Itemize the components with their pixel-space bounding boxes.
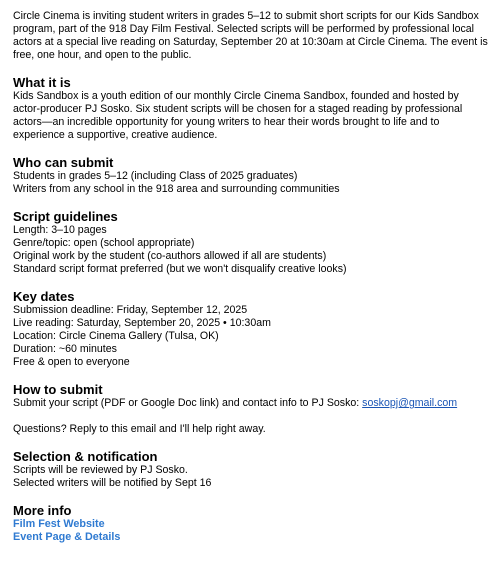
submit-heading: How to submit — [13, 382, 103, 397]
spacer — [13, 410, 488, 423]
section-key-dates — [13, 289, 488, 369]
section-how-to-submit — [13, 382, 488, 436]
selection-line: Selected writers will be notified by Sept 16 — [13, 477, 212, 489]
section-more-info — [13, 503, 488, 544]
date-line: Submission deadline: Friday, September 12, 2025 — [13, 304, 248, 316]
who-heading: Who can submit — [13, 155, 114, 170]
guideline-line: Length: 3–10 pages — [13, 224, 107, 236]
what-body: Kids Sandbox is a youth edition of our monthly Circle Cinema Sandbox, founded and hosted by actor-producer PJ Sosko. Six student scripts will be chosen for a staged reading by professional actors—an incredible opportunity for young writers to hear their words brought to life and to experience a supportive, creative audience. — [13, 90, 463, 141]
film-fest-website-link[interactable]: Film Fest Website — [13, 518, 105, 530]
section-what-it-is — [13, 75, 488, 142]
selection-heading: Selection & notification — [13, 449, 158, 464]
email-link[interactable]: soskopj@gmail.com — [362, 397, 458, 409]
event-page-link[interactable]: Event Page & Details — [13, 531, 121, 543]
submit-line — [13, 397, 488, 410]
selection-line: Scripts will be reviewed by PJ Sosko. — [13, 464, 188, 476]
date-line: Live reading: Saturday, September 20, 2025 • 10:30am — [13, 317, 271, 329]
questions-line: Questions? Reply to this email and I'll help right away. — [13, 423, 266, 435]
date-line: Duration: ~60 minutes — [13, 343, 117, 355]
who-line: Writers from any school in the 918 area and surrounding communities — [13, 183, 340, 195]
what-heading: What it is — [13, 75, 71, 90]
guideline-line: Original work by the student (co-authors allowed if all are students) — [13, 250, 327, 262]
intro-paragraph: Circle Cinema is inviting student writers in grades 5–12 to submit short scripts for our Kids Sandbox program, part of the 918 Day Film Festival. Selected scripts will be performed by professional local actors at a special live reading on Saturday, September 20 at 10:30am at Circle Cinema. The event is free, one hour, and open to the public. — [13, 10, 488, 61]
guidelines-heading: Script guidelines — [13, 209, 118, 224]
who-line: Students in grades 5–12 (including Class of 2025 graduates) — [13, 170, 298, 182]
section-selection — [13, 449, 488, 490]
guideline-line: Genre/topic: open (school appropriate) — [13, 237, 195, 249]
submit-text: Submit your script (PDF or Google Doc link) and contact info to PJ Sosko: — [13, 397, 363, 409]
section-script-guidelines — [13, 209, 488, 276]
more-heading: More info — [13, 503, 72, 518]
dates-heading: Key dates — [13, 289, 75, 304]
guideline-line: Standard script format preferred (but we won't disqualify creative looks) — [13, 263, 347, 275]
date-line: Location: Circle Cinema Gallery (Tulsa, OK) — [13, 330, 219, 342]
section-who-can-submit — [13, 155, 488, 196]
date-line: Free & open to everyone — [13, 356, 130, 368]
